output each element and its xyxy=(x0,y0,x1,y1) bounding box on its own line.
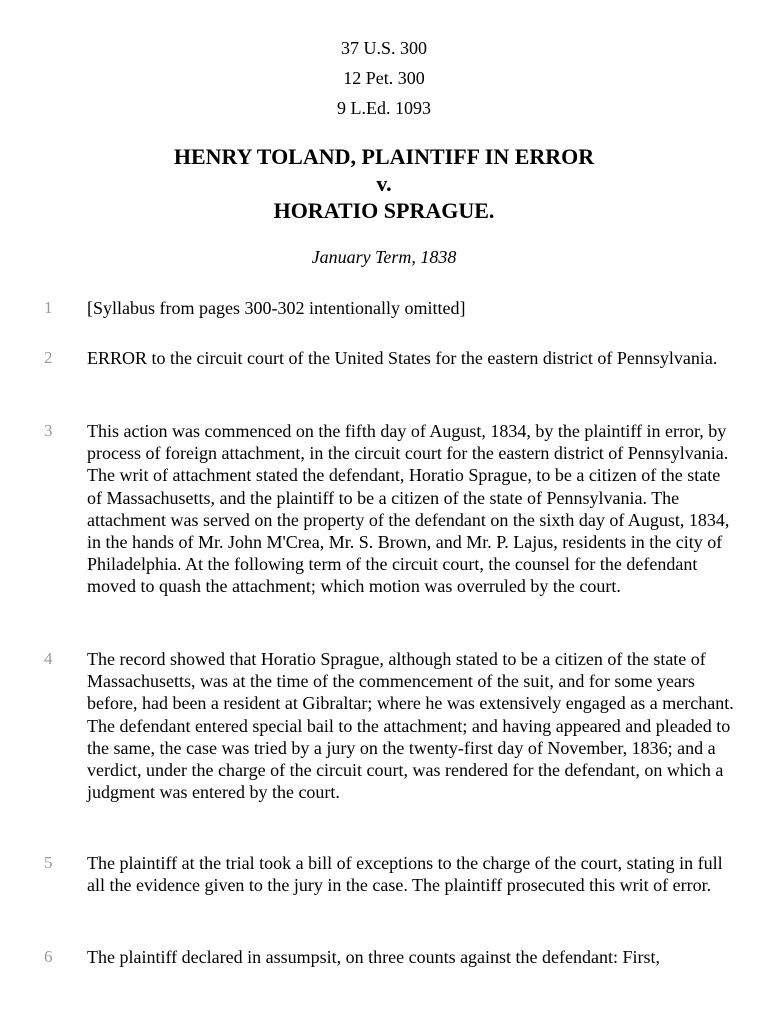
case-title xyxy=(0,143,768,224)
case-title-defendant: HORATIO SPRAGUE. xyxy=(273,198,495,223)
citation-peters: 12 Pet. 300 xyxy=(343,68,425,88)
paragraph-number: 4 xyxy=(44,649,53,668)
paragraph-number: 3 xyxy=(44,421,53,440)
paragraph-number: 1 xyxy=(44,298,53,317)
citation-us-reports: 37 U.S. 300 xyxy=(340,38,427,58)
term: January Term, 1838 xyxy=(311,247,457,267)
paragraph-text: [Syllabus from pages 300-302 intentionally omitted] xyxy=(87,298,466,318)
case-title-versus: v. xyxy=(376,171,392,196)
paragraph-text: The record showed that Horatio Sprague, although stated to be a citizen of the state of Massachusetts, was at the time of the commencement of the suit, and for some years before, had been a resident at Gibraltar; where he was extensively engaged as a merchant. The defendant entered special bail to the attachment; and having appeared and pleaded to the same, the case was tried by a jury on the twenty-first day of November, 1836; and a verdict, under the charge of the circuit court, was rendered for the defendant, on which a judgment was entered by the court. xyxy=(87,649,734,803)
paragraph-text: The plaintiff declared in assumpsit, on three counts against the defendant: First, xyxy=(87,947,661,967)
paragraph-number: 5 xyxy=(44,853,53,872)
paragraph-text: This action was commenced on the fifth day of August, 1834, by the plaintiff in error, by process of foreign attachment, in the circuit court for the eastern district of Pennsylvania. The writ of attachment stated the defendant, Horatio Sprague, to be a citizen of the state of Massachusetts, and the plaintiff to be a citizen of the state of Pennsylvania. The attachment was served on the property of the defendant on the sixth day of August, 1834, in the hands of Mr. John M'Crea, Mr. S. Brown, and Mr. P. Lajus, residents in the city of Philadelphia. At the following term of the circuit court, the counsel for the defendant moved to quash the attachment; which motion was overruled by the court. xyxy=(87,421,730,597)
paragraph-text: ERROR to the circuit court of the United States for the eastern district of Pennsylvania. xyxy=(87,348,718,368)
citations xyxy=(0,33,768,123)
citation-lawyers-edition: 9 L.Ed. 1093 xyxy=(337,98,431,118)
paragraph-text: The plaintiff at the trial took a bill of exceptions to the charge of the court, stating in full all the evidence given to the jury in the case. The plaintiff prosecuted this writ of error. xyxy=(87,853,723,896)
paragraph-number: 6 xyxy=(44,947,53,966)
paragraph-number: 2 xyxy=(44,348,53,367)
case-title-plaintiff: HENRY TOLAND, PLAINTIFF IN ERROR xyxy=(173,144,595,169)
